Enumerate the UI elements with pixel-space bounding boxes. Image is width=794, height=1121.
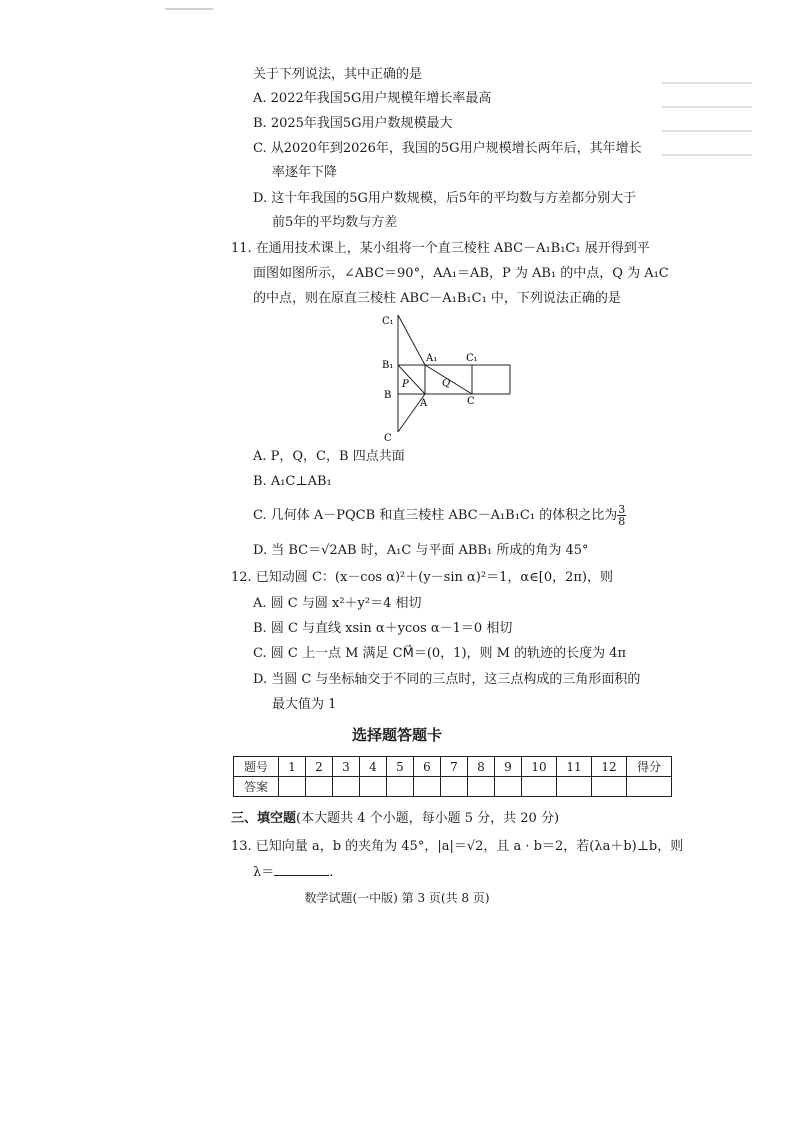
question-number-cell: 9 [495,757,522,777]
q12-option-a: A. 圆 C 与圆 x²＋y²＝4 相切 [253,596,422,611]
q13-stem-line1: 13. 已知向量 a，b 的夹角为 45°，|a|＝√2，且 a · b＝2，若(λa＋b)⊥b，则 [231,839,684,854]
q10-option-d-line2: 前5年的平均数与方差 [272,215,398,230]
question-number-cell: 2 [306,757,333,777]
row-label-number: 题号 [234,757,279,777]
answer-cell[interactable] [592,777,627,797]
q10-stem: 关于下列说法，其中正确的是 [253,67,423,82]
q10-option-d-line1: D. 这十年我国的5G用户数规模，后5年的平均数与方差都分别大于 [253,191,637,206]
answer-cell[interactable] [387,777,414,797]
answer-cell[interactable] [495,777,522,797]
q13-period: . [329,865,334,880]
label-a: A [420,398,428,409]
label-c1: C₁ [382,316,394,327]
bleed-through-text [662,60,752,200]
q12-option-b: B. 圆 C 与直线 xsin α＋ycos α－1＝0 相切 [253,621,513,636]
label-b1: B₁ [382,360,394,371]
question-number-cell: 10 [522,757,557,777]
label-c-bottom: C [384,433,392,444]
q10-option-a: A. 2022年我国5G用户规模年增长率最高 [253,91,492,106]
fraction-3-8 [617,504,626,527]
scan-artifact [165,8,213,10]
q11-option-b: B. A₁C⊥AB₁ [253,474,332,489]
question-number-cell: 12 [592,757,627,777]
answer-cell[interactable] [279,777,306,797]
answer-card-answer-row [234,777,672,797]
page-footer: 数学试题(一中版) 第 3 页(共 8 页) [304,891,490,905]
answer-cell[interactable] [414,777,441,797]
q13-lambda-label: λ＝ [253,865,275,880]
answer-card-title: 选择题答题卡 [351,726,442,744]
label-q: Q [442,378,451,389]
answer-cell[interactable] [306,777,333,797]
section-3-note: (本大题共 4 个小题，每小题 5 分，共 20 分) [296,811,560,826]
answer-card-number-row [234,757,672,777]
answer-cell[interactable] [333,777,360,797]
row-label-answer: 答案 [234,777,279,797]
answer-cell[interactable] [468,777,495,797]
q11-stem-line1: 11. 在通用技术课上，某小组将一个直三棱柱 ABC－A₁B₁C₁ 展开得到平 [231,241,650,256]
q12-option-d-line1: D. 当圆 C 与坐标轴交于不同的三点时，这三点构成的三角形面积的 [253,672,641,687]
q11-option-c-text: C. 几何体 A－PQCB 和直三棱柱 ABC－A₁B₁C₁ 的体积之比为 [253,508,618,523]
question-number-cell: 3 [333,757,360,777]
answer-cell[interactable] [522,777,557,797]
answer-cell[interactable] [441,777,468,797]
q12-stem: 12. 已知动圆 C：(x－cos α)²＋(y－sin α)²＝1，α∈[0，2π)，则 [231,570,613,585]
q12-option-d-line2: 最大值为 1 [272,697,337,712]
score-label-cell: 得分 [627,757,672,777]
q11-option-d: D. 当 BC＝√2AB 时，A₁C 与平面 ABB₁ 所成的角为 45° [253,543,589,558]
q10-option-c-line2: 率逐年下降 [272,165,338,180]
answer-cell[interactable] [557,777,592,797]
q11-stem-line2: 面图如图所示，∠ABC＝90°，AA₁＝AB，P 为 AB₁ 的中点，Q 为 A₁C [253,266,669,281]
q13-stem-line2 [253,863,333,882]
q11-option-a: A. P，Q，C，B 四点共面 [253,449,405,464]
score-cell[interactable] [627,777,672,797]
answer-card-table [233,756,672,797]
q11-option-c [253,504,626,527]
section-3-heading [231,810,559,828]
label-a1: A₁ [426,353,438,364]
label-c1-right: C₁ [466,353,478,364]
question-number-cell: 5 [387,757,414,777]
q11-stem-line3: 的中点，则在原直三棱柱 ABC－A₁B₁C₁ 中，下列说法正确的是 [253,291,621,306]
question-number-cell: 8 [468,757,495,777]
prism-net-figure [370,310,530,445]
label-b: B [384,390,392,401]
section-3-title: 三、填空题 [231,811,297,826]
fraction-denominator: 8 [618,515,626,528]
q12-option-c: C. 圆 C 上一点 M 满足 CM⃗＝(0，1)，则 M 的轨迹的长度为 4π [253,646,627,661]
question-number-cell: 1 [279,757,306,777]
fraction-numerator: 3 [618,503,626,516]
question-number-cell: 4 [360,757,387,777]
q10-option-c-line1: C. 从2020年到2026年，我国的5G用户规模增长两年后，其年增长 [253,141,642,156]
label-p: P [402,379,409,390]
label-c-right: C [467,396,475,407]
question-number-cell: 6 [414,757,441,777]
answer-cell[interactable] [360,777,387,797]
question-number-cell: 7 [441,757,468,777]
q13-answer-blank[interactable] [274,863,329,876]
question-number-cell: 11 [557,757,592,777]
q10-option-b: B. 2025年我国5G用户数规模最大 [253,116,453,131]
